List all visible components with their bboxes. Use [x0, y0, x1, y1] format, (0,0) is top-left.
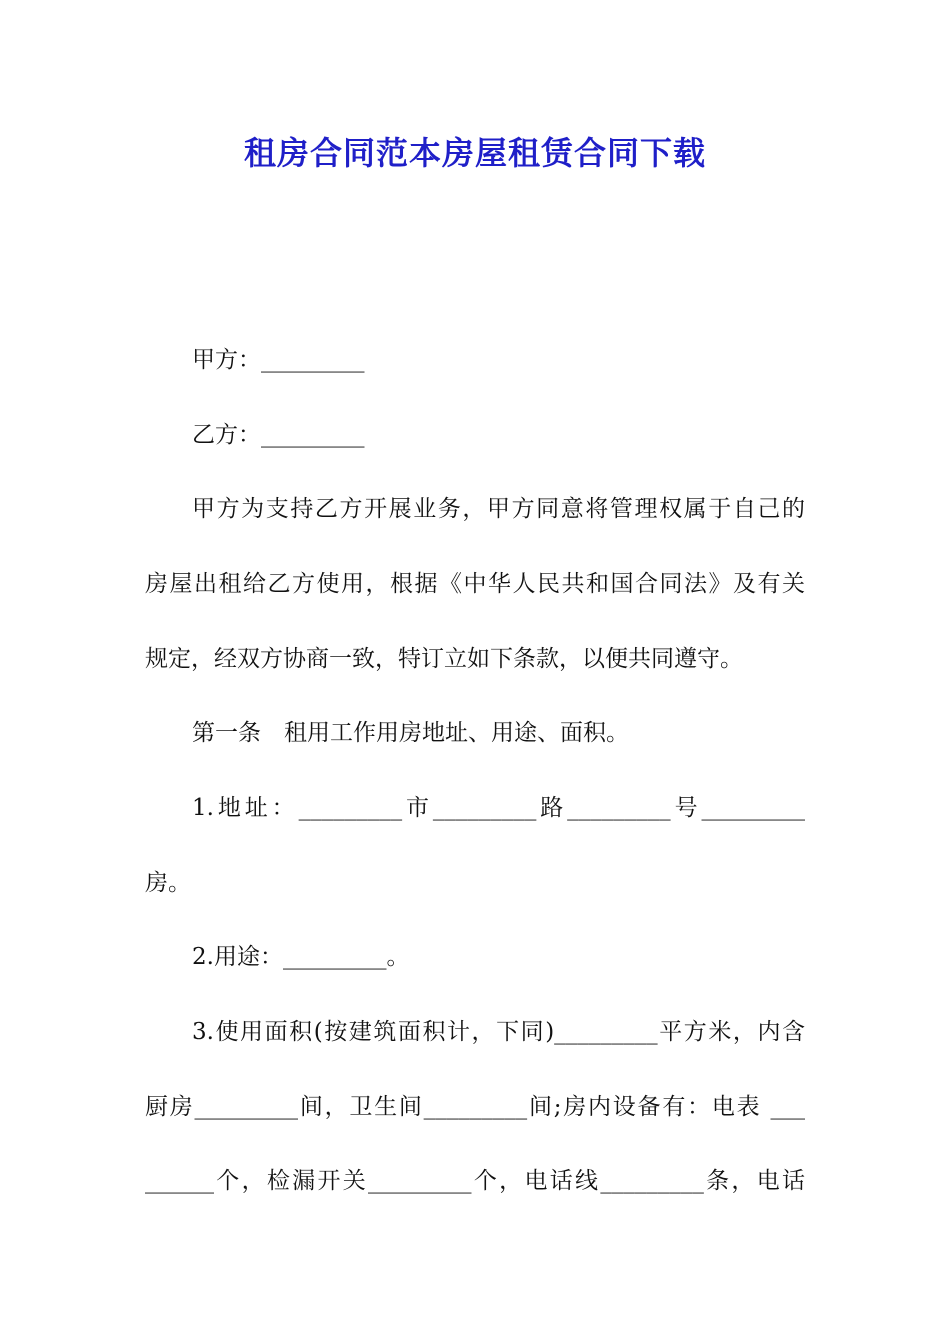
party-a-line: 甲方：_________ [192, 347, 365, 373]
usage-line: 2.用途：_________。 [192, 944, 410, 970]
article-1-heading: 第一条 租用工作用房地址、用途、面积。 [192, 720, 629, 746]
preamble-line-1: 甲方为支持乙方开展业务，甲方同意将管理权属于自己的 [192, 496, 805, 522]
party-b-line: 乙方：_________ [192, 422, 365, 448]
address-line-2: 房。 [145, 870, 191, 896]
preamble-line-2: 房屋出租给乙方使用，根据《中华人民共和国合同法》及有关 [145, 571, 805, 597]
area-line-1: 3.使用面积(按建筑面积计，下同)_________平方米，内含 [192, 1019, 805, 1045]
preamble-line-3: 规定，经双方协商一致，特订立如下条款，以便共同遵守。 [145, 646, 743, 672]
area-line-3: ______个，检漏开关_________个，电话线_________条，电话 [145, 1168, 805, 1194]
area-line-2: 厨房_________间，卫生间_________间;房内设备有：电表 ___ [145, 1094, 805, 1120]
address-line-1: 1.地址：_________市_________路_________号_________ [192, 795, 805, 821]
document-title: 租房合同范本房屋租赁合同下载 [243, 134, 706, 172]
